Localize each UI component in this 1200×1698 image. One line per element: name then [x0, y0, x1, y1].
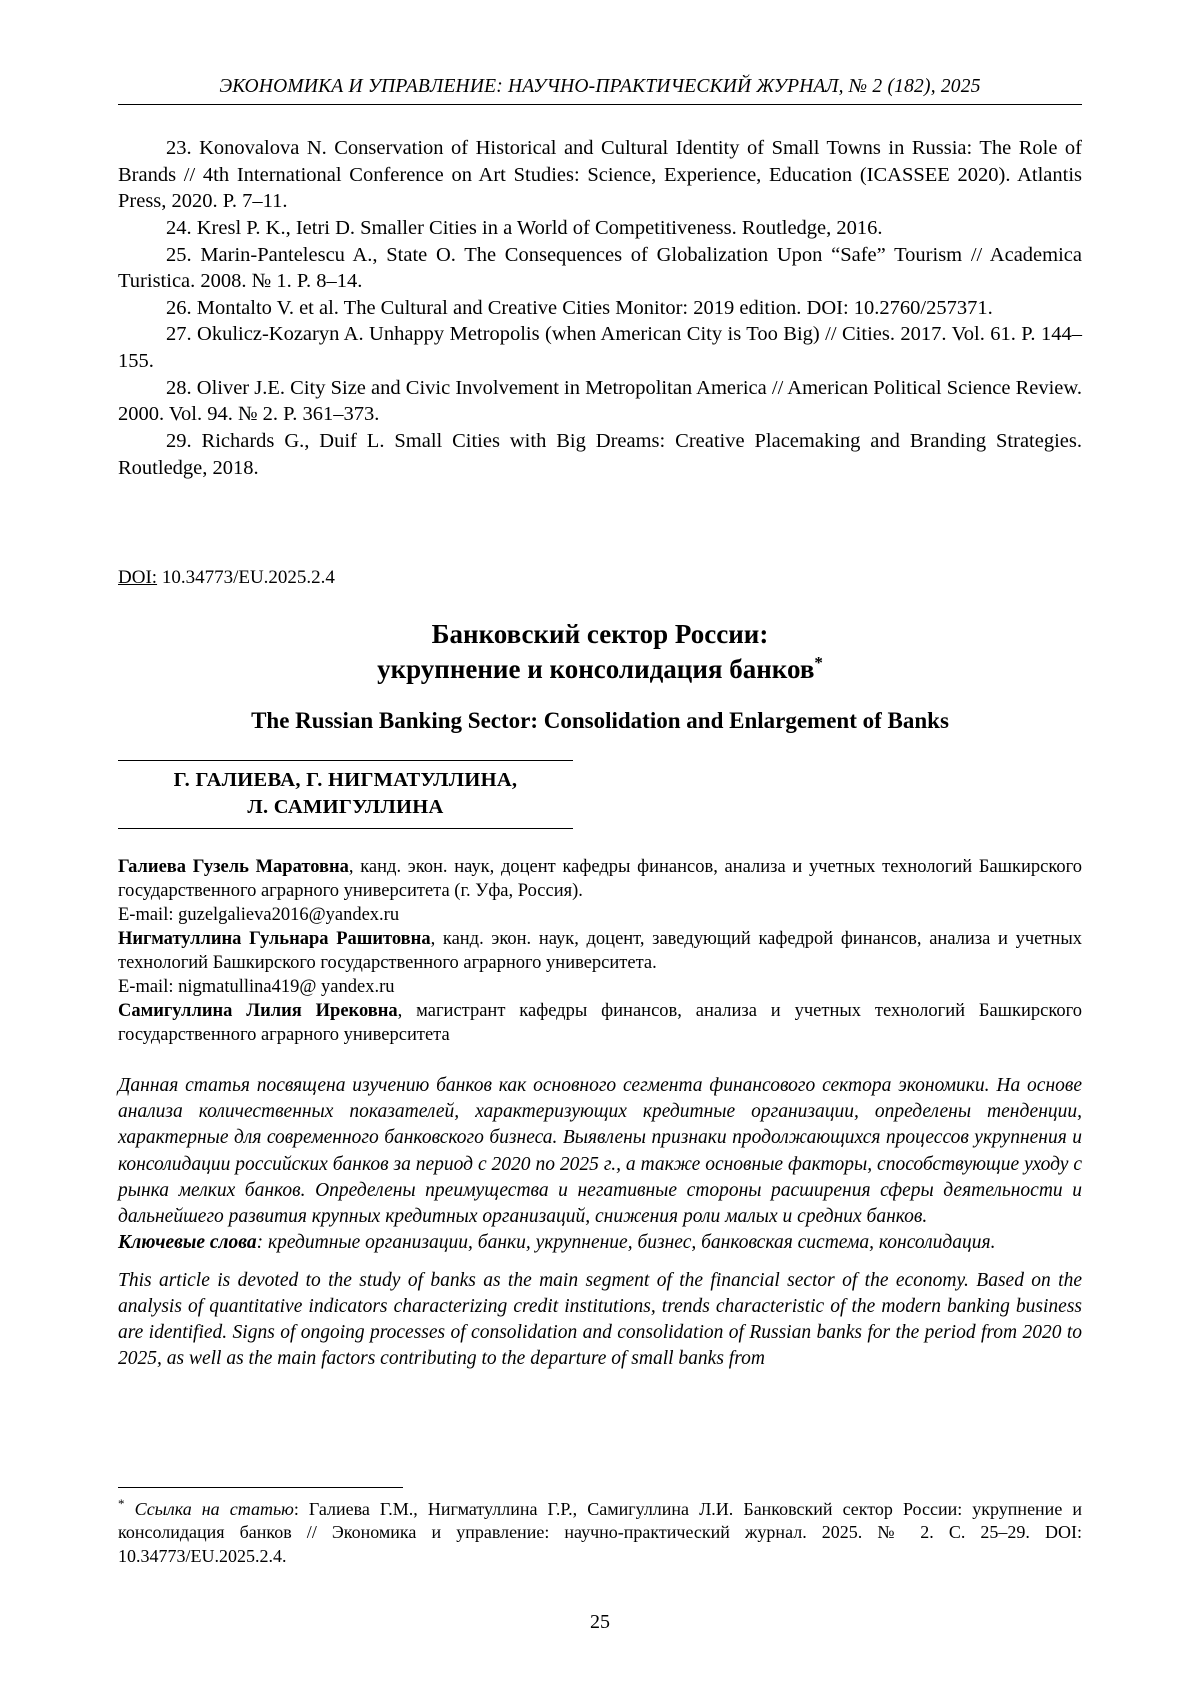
footnote-block	[118, 1487, 1082, 1568]
footnote-citation: : Галиева Г.М., Нигматуллина Г.Р., Самигуллина Л.И. Банковский сектор России: укрупнение и консолидация банков // Экономика и управление: научно-практический журнал. 2025. № 2. С. 25–29. DOI: 10.34773/EU.2025.2.4.	[118, 1498, 1082, 1566]
title-ru-line-1: Банковский сектор России:	[431, 619, 769, 650]
author-affiliation-text: , канд. экон. наук, доцент, заведующий кафедрой финансов, анализа и учетных технологий Башкирского государственного аграрного университета.	[118, 929, 1082, 974]
keywords-text: : кредитные организации, банки, укрупнение, бизнес, банковская система, консолидация.	[256, 1231, 996, 1253]
author-email: E-mail: nigmatullina419@ yandex.ru	[118, 977, 395, 998]
author-affiliation-text: , канд. экон. наук, доцент кафедры финансов, анализа и учетных технологий Башкирского государственного аграрного университета (г. Уфа, Россия).	[118, 856, 1082, 901]
author-name: Галиева Гузель Маратовна	[118, 856, 349, 877]
authors-block	[118, 760, 573, 829]
footnote-text	[118, 1496, 1082, 1568]
authors-rule-bottom	[118, 828, 573, 829]
abstract-block	[118, 1073, 1082, 1372]
keywords-ru	[118, 1230, 1082, 1256]
reference-item: 26. Montalto V. et al. The Cultural and Creative Cities Monitor: 2019 edition. DOI: 10.2760/257371.	[166, 296, 993, 319]
reference-item: 29. Richards G., Duif L. Small Cities with Big Dreams: Creative Placemaking and Branding Strategies. Routledge, 2018.	[118, 430, 1082, 479]
author-email: E-mail: guzelgalieva2016@yandex.ru	[118, 904, 400, 925]
author-name: Нигматуллина Гульнара Рашитовна	[118, 929, 431, 949]
reference-item: 27. Okulicz-Kozaryn A. Unhappy Metropolis (when American City is Too Big) // Cities. 2017. Vol. 61. P. 144–155.	[118, 323, 1082, 373]
footnote-rule	[118, 1487, 403, 1488]
running-head: ЭКОНОМИКА И УПРАВЛЕНИЕ: НАУЧНО-ПРАКТИЧЕСКИЙ ЖУРНАЛ, № 2 (182), 2025	[118, 76, 1082, 105]
reference-item: 23. Konovalova N. Conservation of Historical and Cultural Identity of Small Towns in Russia: The Role of Brands // 4th International Conference on Art Studies: Science, Experience, Education (ICASSEE 2020). Atlantis Press, 2020. P. 7–11.	[118, 137, 1082, 213]
reference-list	[118, 135, 1082, 481]
reference-item: 24. Kresl P. K., Ietri D. Smaller Cities in a World of Competitiveness. Routledge, 2016.	[166, 216, 883, 239]
title-footnote-mark: *	[814, 653, 823, 673]
keywords-label: Ключевые слова	[118, 1231, 257, 1253]
reference-item: 28. Oliver J.E. City Size and Civic Involvement in Metropolitan America // American Political Science Review. 2000. Vol. 94. № 2. P. 361–373.	[118, 376, 1082, 426]
abstract-en: This article is devoted to the study of banks as the main segment of the financial sector of the economy. Based on the analysis of quantitative indicators characterizing credit institutions, trends characteristic of the modern banking business are identified. Signs of ongoing processes of consolidation and consolidation of Russian banks for the period from 2020 to 2025, as well as the main factors contributing to the departure of small banks from	[118, 1270, 1082, 1370]
author-affiliation-text: , магистрант кафедры финансов, анализа и учетных технологий Башкирского государственного аграрного университета	[118, 1001, 1082, 1046]
doi-value: 10.34773/EU.2025.2.4	[161, 567, 335, 589]
affiliation-entry	[118, 927, 1082, 975]
authors-names	[118, 761, 573, 828]
affiliation-entry	[118, 855, 1082, 903]
footnote-mark: *	[118, 1495, 125, 1511]
author-name: Самигуллина Лилия Ирековна	[118, 1001, 398, 1022]
reference-item: 25. Marin-Pantelescu A., State O. The Consequences of Globalization Upon “Safe” Tourism // Academica Turistica. 2008. № 1. P. 8–14.	[118, 243, 1082, 293]
affiliations-block	[118, 855, 1082, 1047]
affiliation-entry	[118, 999, 1082, 1047]
title-ru-line-2: укрупнение и консолидация банков	[377, 654, 815, 685]
doi-label: DOI:	[118, 567, 158, 589]
doi-line	[118, 567, 1082, 589]
footnote-label: Ссылка на статью	[134, 1498, 294, 1519]
authors-line-2: Л. САМИГУЛЛИНА	[247, 796, 444, 819]
page-title-ru	[118, 617, 1082, 687]
page-title-en: The Russian Banking Sector: Consolidation and Enlargement of Banks	[251, 707, 949, 733]
page-number: 25	[590, 1611, 610, 1633]
abstract-ru: Данная статья посвящена изучению банков как основного сегмента финансового сектора экономики. На основе анализа количественных показателей, характеризующих кредитные организации, определены тенденции, характерные для современного банковского бизнеса. Выявлены признаки продолжающихся процессов укрупнения и консолидации российских банков за период с 2020 по 2025 г., а также основные факторы, способствующие уходу с рынка мелких банков. Определены преимущества и негативные стороны расширения сферы деятельности и дальнейшего развития крупных кредитных организаций, снижения роли малых и средних банков.	[118, 1075, 1082, 1227]
authors-line-1: Г. ГАЛИЕВА, Г. НИГМАТУЛЛИНА,	[173, 768, 518, 791]
